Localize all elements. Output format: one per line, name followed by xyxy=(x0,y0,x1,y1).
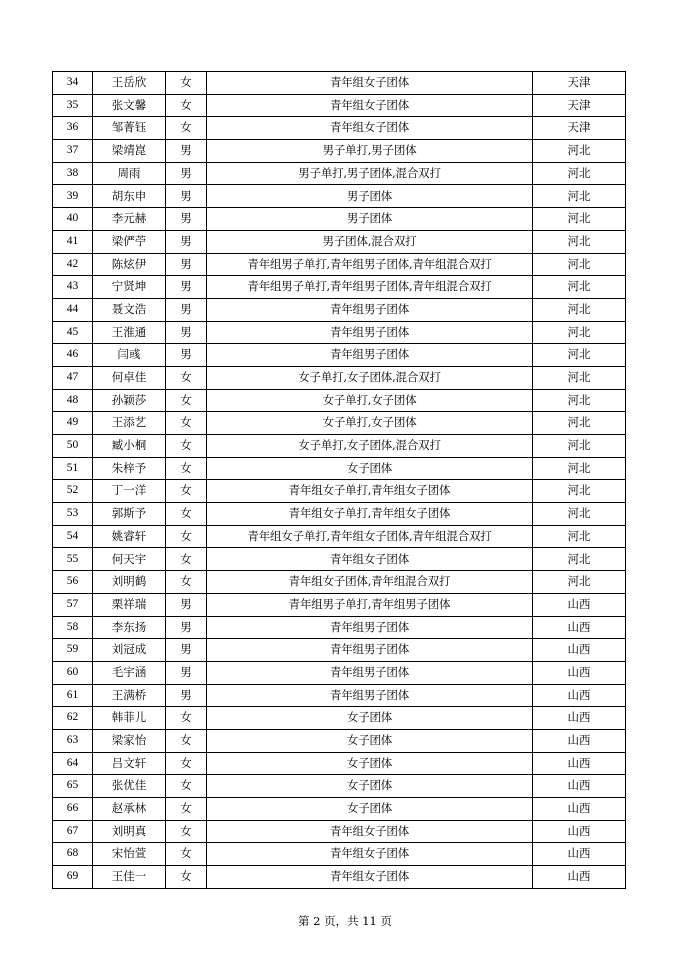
row-number: 63 xyxy=(53,729,93,752)
player-name: 栗祥瑞 xyxy=(93,593,166,616)
province-name: 山西 xyxy=(533,639,626,662)
event-list: 青年组女子单打,青年组女子团体,青年组混合双打 xyxy=(207,525,533,548)
player-name: 王佳一 xyxy=(93,866,166,889)
event-list: 青年组女子团体 xyxy=(207,72,533,95)
event-list: 青年组男子团体 xyxy=(207,321,533,344)
row-number: 50 xyxy=(53,435,93,458)
player-name: 胡东申 xyxy=(93,185,166,208)
row-number: 48 xyxy=(53,389,93,412)
player-gender: 女 xyxy=(166,571,207,594)
table-row xyxy=(53,729,626,752)
table-row xyxy=(53,571,626,594)
event-list: 女子单打,女子团体 xyxy=(207,389,533,412)
province-name: 天津 xyxy=(533,117,626,140)
table-row xyxy=(53,366,626,389)
table-row xyxy=(53,276,626,299)
row-number: 53 xyxy=(53,503,93,526)
player-gender: 女 xyxy=(166,480,207,503)
event-list: 青年组女子单打,青年组女子团体 xyxy=(207,503,533,526)
roster-table xyxy=(52,71,626,889)
player-gender: 女 xyxy=(166,752,207,775)
player-name: 臧小桐 xyxy=(93,435,166,458)
table-row xyxy=(53,684,626,707)
table-row xyxy=(53,593,626,616)
player-gender: 女 xyxy=(166,94,207,117)
table-row xyxy=(53,72,626,95)
event-list: 男子单打,男子团体,混合双打 xyxy=(207,162,533,185)
player-name: 郭斯予 xyxy=(93,503,166,526)
player-gender: 女 xyxy=(166,729,207,752)
page-number-footer: 第 2 页，共 11 页 xyxy=(297,914,393,928)
player-name: 王添艺 xyxy=(93,412,166,435)
row-number: 38 xyxy=(53,162,93,185)
player-name: 邹菁钰 xyxy=(93,117,166,140)
table-row xyxy=(53,503,626,526)
row-number: 51 xyxy=(53,457,93,480)
row-number: 69 xyxy=(53,866,93,889)
player-name: 何天宇 xyxy=(93,548,166,571)
player-gender: 男 xyxy=(166,344,207,367)
province-name: 山西 xyxy=(533,775,626,798)
player-gender: 男 xyxy=(166,162,207,185)
player-name: 梁靖崑 xyxy=(93,140,166,163)
event-list: 男子单打,男子团体 xyxy=(207,140,533,163)
row-number: 68 xyxy=(53,843,93,866)
province-name: 河北 xyxy=(533,230,626,253)
province-name: 天津 xyxy=(533,72,626,95)
event-list: 女子单打,女子团体,混合双打 xyxy=(207,366,533,389)
row-number: 34 xyxy=(53,72,93,95)
event-list: 青年组女子团体 xyxy=(207,548,533,571)
table-row xyxy=(53,798,626,821)
province-name: 河北 xyxy=(533,253,626,276)
province-name: 山西 xyxy=(533,843,626,866)
table-row xyxy=(53,253,626,276)
player-name: 闫彧 xyxy=(93,344,166,367)
event-list: 青年组男子团体 xyxy=(207,616,533,639)
player-name: 吕文轩 xyxy=(93,752,166,775)
row-number: 64 xyxy=(53,752,93,775)
player-name: 聂文浩 xyxy=(93,298,166,321)
event-list: 青年组男子单打,青年组男子团体,青年组混合双打 xyxy=(207,276,533,299)
event-list: 青年组女子团体 xyxy=(207,820,533,843)
table-row xyxy=(53,775,626,798)
row-number: 39 xyxy=(53,185,93,208)
table-row xyxy=(53,298,626,321)
row-number: 45 xyxy=(53,321,93,344)
player-gender: 女 xyxy=(166,525,207,548)
row-number: 36 xyxy=(53,117,93,140)
player-gender: 女 xyxy=(166,798,207,821)
player-name: 韩菲儿 xyxy=(93,707,166,730)
player-gender: 男 xyxy=(166,639,207,662)
player-gender: 女 xyxy=(166,866,207,889)
player-name: 赵承林 xyxy=(93,798,166,821)
player-name: 刘冠成 xyxy=(93,639,166,662)
province-name: 河北 xyxy=(533,503,626,526)
event-list: 青年组男子团体 xyxy=(207,684,533,707)
table-row xyxy=(53,866,626,889)
row-number: 44 xyxy=(53,298,93,321)
event-list: 男子团体,混合双打 xyxy=(207,230,533,253)
province-name: 山西 xyxy=(533,684,626,707)
player-gender: 男 xyxy=(166,321,207,344)
player-name: 周雨 xyxy=(93,162,166,185)
event-list: 青年组男子单打,青年组男子团体 xyxy=(207,593,533,616)
player-name: 刘明真 xyxy=(93,820,166,843)
row-number: 61 xyxy=(53,684,93,707)
event-list: 青年组女子团体 xyxy=(207,94,533,117)
province-name: 山西 xyxy=(533,593,626,616)
player-name: 宋怡萱 xyxy=(93,843,166,866)
row-number: 47 xyxy=(53,366,93,389)
table-row xyxy=(53,707,626,730)
table-row xyxy=(53,435,626,458)
table-row xyxy=(53,117,626,140)
row-number: 37 xyxy=(53,140,93,163)
table-row xyxy=(53,140,626,163)
event-list: 青年组男子团体 xyxy=(207,298,533,321)
table-row xyxy=(53,457,626,480)
player-name: 姚睿轩 xyxy=(93,525,166,548)
province-name: 河北 xyxy=(533,366,626,389)
player-gender: 男 xyxy=(166,253,207,276)
player-name: 丁一洋 xyxy=(93,480,166,503)
table-row xyxy=(53,412,626,435)
player-gender: 男 xyxy=(166,140,207,163)
row-number: 66 xyxy=(53,798,93,821)
event-list: 青年组女子单打,青年组女子团体 xyxy=(207,480,533,503)
row-number: 65 xyxy=(53,775,93,798)
row-number: 35 xyxy=(53,94,93,117)
province-name: 河北 xyxy=(533,162,626,185)
event-list: 青年组女子团体 xyxy=(207,843,533,866)
table-row xyxy=(53,321,626,344)
table-row xyxy=(53,752,626,775)
province-name: 河北 xyxy=(533,571,626,594)
province-name: 山西 xyxy=(533,798,626,821)
row-number: 60 xyxy=(53,661,93,684)
row-number: 67 xyxy=(53,820,93,843)
province-name: 山西 xyxy=(533,752,626,775)
province-name: 河北 xyxy=(533,389,626,412)
event-list: 女子单打,女子团体 xyxy=(207,412,533,435)
province-name: 山西 xyxy=(533,729,626,752)
player-gender: 女 xyxy=(166,843,207,866)
player-name: 宁贤坤 xyxy=(93,276,166,299)
province-name: 山西 xyxy=(533,616,626,639)
row-number: 40 xyxy=(53,208,93,231)
player-gender: 女 xyxy=(166,366,207,389)
event-list: 女子团体 xyxy=(207,707,533,730)
player-gender: 女 xyxy=(166,820,207,843)
row-number: 42 xyxy=(53,253,93,276)
province-name: 山西 xyxy=(533,661,626,684)
province-name: 河北 xyxy=(533,298,626,321)
player-gender: 女 xyxy=(166,707,207,730)
table-row xyxy=(53,185,626,208)
event-list: 女子团体 xyxy=(207,752,533,775)
player-gender: 女 xyxy=(166,117,207,140)
event-list: 女子团体 xyxy=(207,729,533,752)
row-number: 46 xyxy=(53,344,93,367)
table-row xyxy=(53,389,626,412)
province-name: 山西 xyxy=(533,820,626,843)
province-name: 河北 xyxy=(533,548,626,571)
player-name: 王满桥 xyxy=(93,684,166,707)
row-number: 43 xyxy=(53,276,93,299)
province-name: 河北 xyxy=(533,412,626,435)
row-number: 59 xyxy=(53,639,93,662)
player-gender: 男 xyxy=(166,616,207,639)
player-name: 李元赫 xyxy=(93,208,166,231)
row-number: 55 xyxy=(53,548,93,571)
province-name: 河北 xyxy=(533,276,626,299)
table-row xyxy=(53,548,626,571)
player-gender: 男 xyxy=(166,661,207,684)
event-list: 女子团体 xyxy=(207,775,533,798)
player-name: 毛宇涵 xyxy=(93,661,166,684)
player-name: 朱梓予 xyxy=(93,457,166,480)
province-name: 河北 xyxy=(533,185,626,208)
table-row xyxy=(53,616,626,639)
table-row xyxy=(53,525,626,548)
player-gender: 男 xyxy=(166,208,207,231)
player-gender: 男 xyxy=(166,185,207,208)
province-name: 天津 xyxy=(533,94,626,117)
table-row xyxy=(53,208,626,231)
player-gender: 女 xyxy=(166,503,207,526)
province-name: 河北 xyxy=(533,525,626,548)
player-name: 何卓佳 xyxy=(93,366,166,389)
row-number: 56 xyxy=(53,571,93,594)
player-gender: 男 xyxy=(166,298,207,321)
table-row xyxy=(53,344,626,367)
event-list: 青年组女子团体 xyxy=(207,117,533,140)
table-row xyxy=(53,230,626,253)
player-gender: 男 xyxy=(166,276,207,299)
player-gender: 男 xyxy=(166,593,207,616)
province-name: 河北 xyxy=(533,480,626,503)
event-list: 青年组女子团体 xyxy=(207,866,533,889)
table-row xyxy=(53,843,626,866)
table-row xyxy=(53,162,626,185)
player-name: 李东扬 xyxy=(93,616,166,639)
event-list: 青年组男子团体 xyxy=(207,639,533,662)
row-number: 58 xyxy=(53,616,93,639)
player-name: 王淮通 xyxy=(93,321,166,344)
player-gender: 女 xyxy=(166,435,207,458)
province-name: 河北 xyxy=(533,140,626,163)
player-name: 张文馨 xyxy=(93,94,166,117)
row-number: 49 xyxy=(53,412,93,435)
player-name: 刘明鹤 xyxy=(93,571,166,594)
province-name: 河北 xyxy=(533,435,626,458)
event-list: 男子团体 xyxy=(207,208,533,231)
table-row xyxy=(53,480,626,503)
player-gender: 女 xyxy=(166,389,207,412)
player-gender: 男 xyxy=(166,684,207,707)
table-row xyxy=(53,820,626,843)
roster-table-body xyxy=(53,72,626,889)
province-name: 河北 xyxy=(533,321,626,344)
player-name: 王岳欣 xyxy=(93,72,166,95)
province-name: 河北 xyxy=(533,344,626,367)
province-name: 山西 xyxy=(533,866,626,889)
player-name: 梁俨苧 xyxy=(93,230,166,253)
event-list: 女子团体 xyxy=(207,457,533,480)
player-name: 张优佳 xyxy=(93,775,166,798)
table-row xyxy=(53,639,626,662)
event-list: 女子单打,女子团体,混合双打 xyxy=(207,435,533,458)
player-name: 陈炫伊 xyxy=(93,253,166,276)
player-gender: 男 xyxy=(166,230,207,253)
player-name: 孙颖莎 xyxy=(93,389,166,412)
table-row xyxy=(53,661,626,684)
event-list: 青年组男子团体 xyxy=(207,661,533,684)
row-number: 52 xyxy=(53,480,93,503)
row-number: 62 xyxy=(53,707,93,730)
event-list: 青年组女子团体,青年组混合双打 xyxy=(207,571,533,594)
province-name: 河北 xyxy=(533,457,626,480)
row-number: 57 xyxy=(53,593,93,616)
player-gender: 女 xyxy=(166,548,207,571)
province-name: 山西 xyxy=(533,707,626,730)
player-gender: 女 xyxy=(166,457,207,480)
row-number: 54 xyxy=(53,525,93,548)
row-number: 41 xyxy=(53,230,93,253)
event-list: 女子团体 xyxy=(207,798,533,821)
table-row xyxy=(53,94,626,117)
player-name: 梁家怡 xyxy=(93,729,166,752)
player-gender: 女 xyxy=(166,72,207,95)
player-gender: 女 xyxy=(166,775,207,798)
event-list: 青年组男子单打,青年组男子团体,青年组混合双打 xyxy=(207,253,533,276)
player-gender: 女 xyxy=(166,412,207,435)
province-name: 河北 xyxy=(533,208,626,231)
event-list: 男子团体 xyxy=(207,185,533,208)
event-list: 青年组男子团体 xyxy=(207,344,533,367)
